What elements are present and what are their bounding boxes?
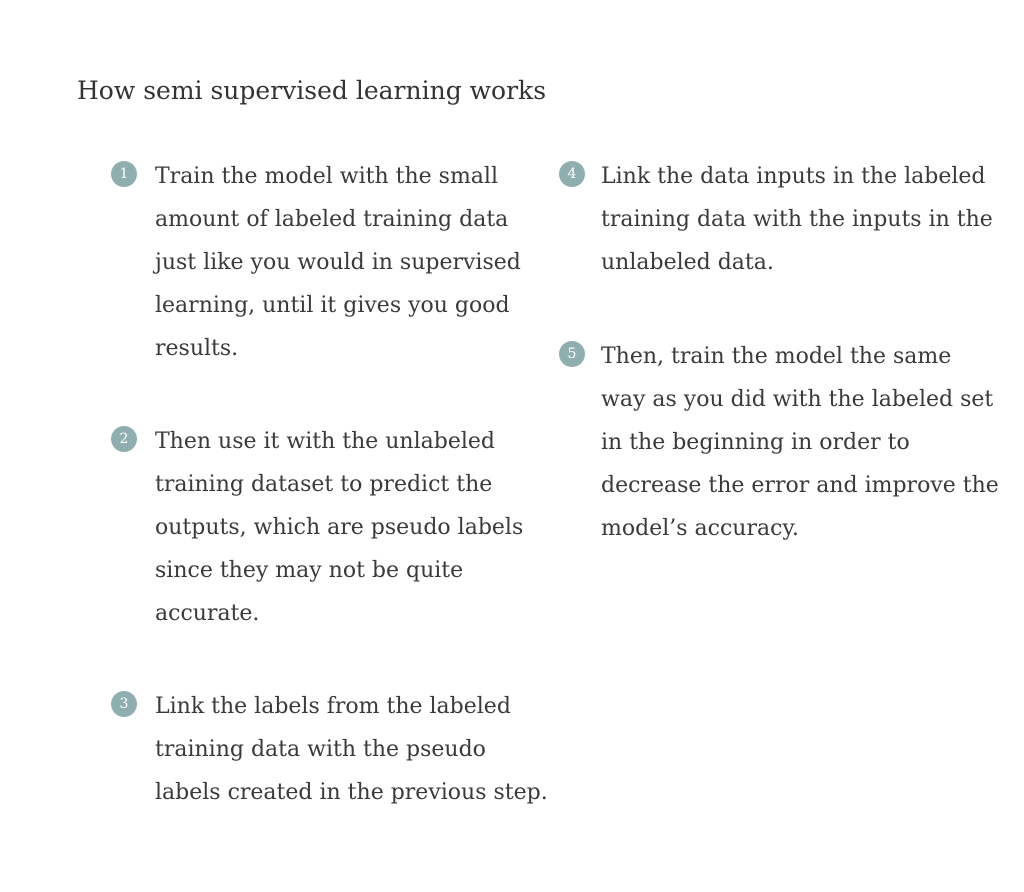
step-number-badge: 5 <box>559 341 585 367</box>
step-text-line: unlabeled data. <box>601 250 774 275</box>
step-number-badge: 2 <box>111 426 137 452</box>
step-text-line: labels created in the previous step. <box>155 780 548 805</box>
step-text-line: training data with the inputs in the <box>601 207 993 232</box>
step-text-line: outputs, which are pseudo labels <box>155 515 524 540</box>
step-text-line: results. <box>155 336 239 361</box>
step-text-line: since they may not be quite <box>155 558 464 583</box>
step-text-line: Link the labels from the labeled <box>155 694 511 719</box>
step-text-line: just like you would in supervised <box>155 250 521 275</box>
step-text-line: accurate. <box>155 601 260 626</box>
step-text-line: learning, until it gives you good <box>155 293 510 318</box>
step-text <box>601 335 999 550</box>
step-text <box>155 155 521 370</box>
step-text-line: way as you did with the labeled set <box>601 387 994 412</box>
step-text <box>601 155 993 284</box>
step-text-line: amount of labeled training data <box>155 207 509 232</box>
step-text-line: training dataset to predict the <box>155 472 493 497</box>
step-text <box>155 685 548 814</box>
step-text <box>155 420 523 635</box>
step-number-badge: 1 <box>111 161 137 187</box>
step-text-line: Link the data inputs in the labeled <box>601 164 986 189</box>
step-text-line: Then, train the model the same <box>601 344 952 369</box>
step-text-line: model’s accuracy. <box>601 516 799 541</box>
step-text-line: Then use it with the unlabeled <box>155 429 495 454</box>
step-text-line: training data with the pseudo <box>155 737 486 762</box>
step-text-line: in the beginning in order to <box>601 430 910 455</box>
step-number-badge: 4 <box>559 161 585 187</box>
step-number-badge: 3 <box>111 691 137 717</box>
step-text-line: Train the model with the small <box>155 164 498 189</box>
step-text-line: decrease the error and improve the <box>601 473 999 498</box>
page-title: How semi supervised learning works <box>77 76 547 105</box>
